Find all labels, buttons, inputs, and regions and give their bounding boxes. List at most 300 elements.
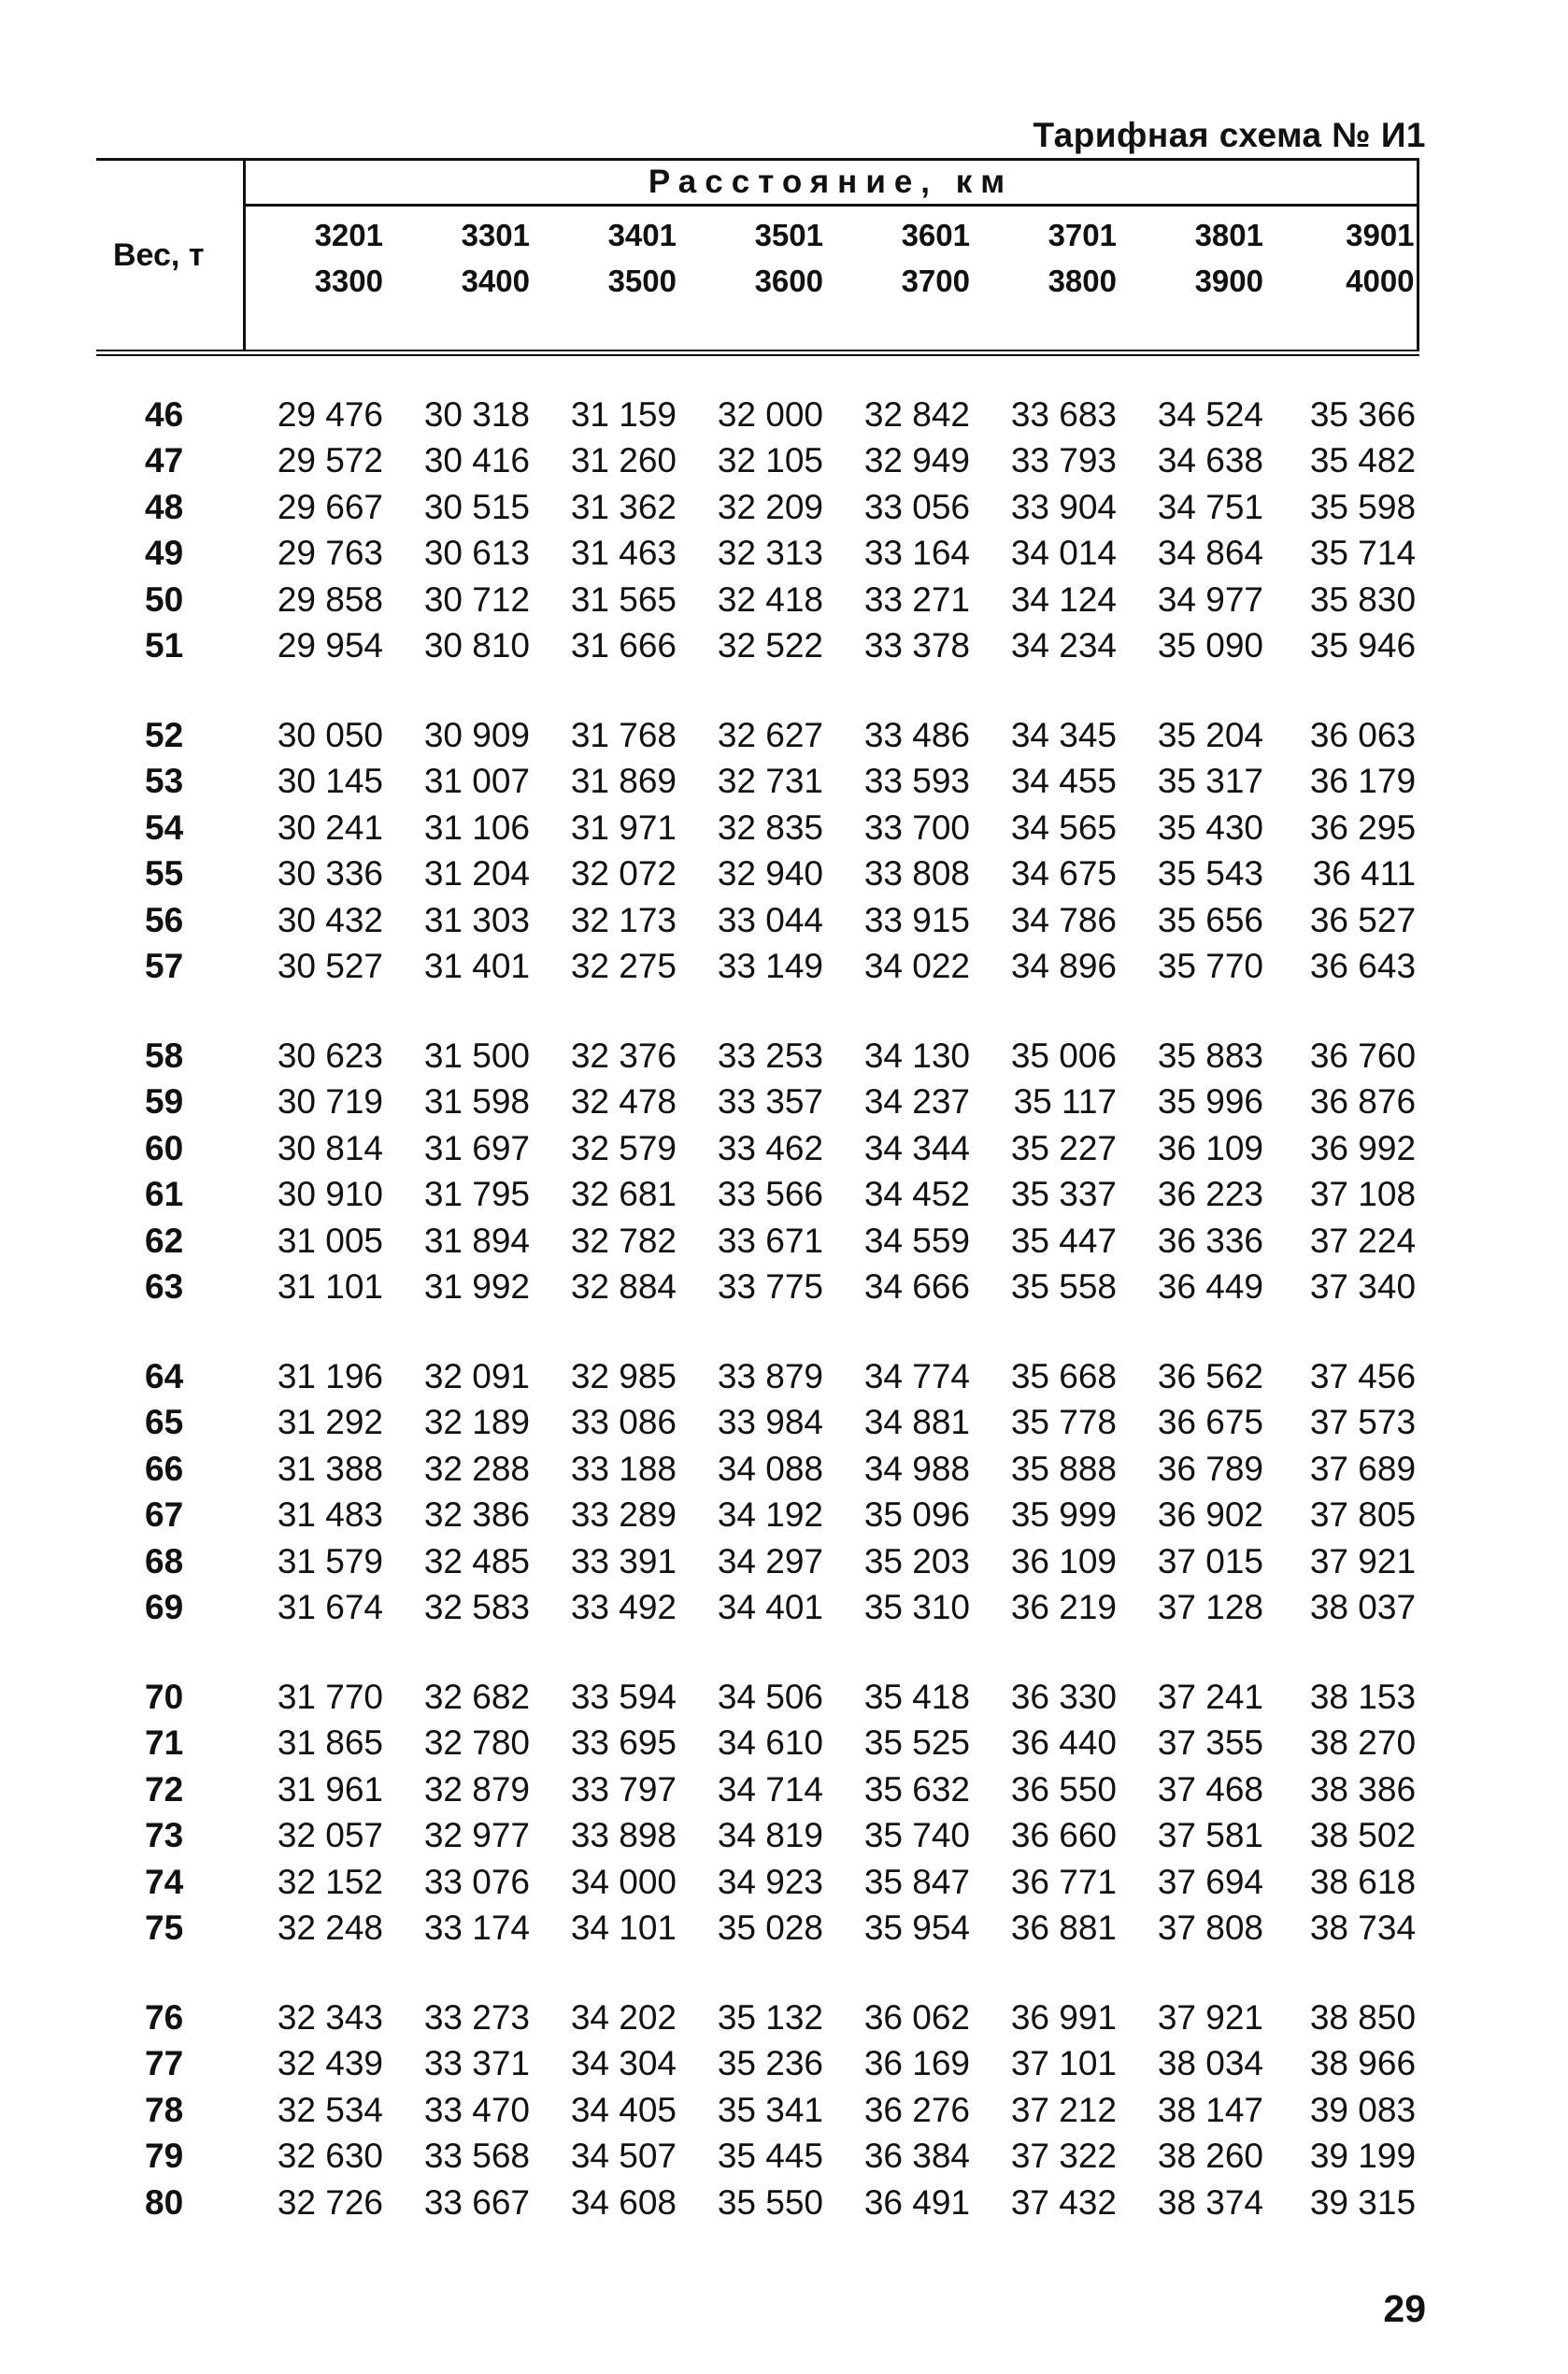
tariff-value-cell: 34 000	[570, 1862, 677, 1901]
tariff-value-cell: 34 507	[570, 2137, 677, 2176]
tariff-value-cell: 37 921	[1157, 1997, 1263, 2037]
table-row	[96, 897, 1418, 944]
tariff-value-cell: 31 106	[423, 808, 530, 847]
tariff-value-cell: 32 439	[277, 2044, 383, 2083]
tariff-value-cell: 36 109	[1010, 1541, 1117, 1580]
tariff-value-cell: 33 273	[423, 1997, 530, 2037]
tariff-value-cell: 35 668	[1010, 1356, 1117, 1395]
tariff-value-cell: 30 515	[423, 487, 530, 526]
tariff-value-cell: 33 164	[863, 534, 970, 573]
table-row	[96, 438, 1418, 485]
weight-cell: 54	[145, 808, 184, 847]
tariff-value-cell: 34 234	[1010, 626, 1117, 665]
tariff-value-cell: 32 977	[423, 1816, 530, 1855]
tariff-value-cell: 32 630	[277, 2137, 383, 2176]
table-row	[96, 1033, 1418, 1080]
tariff-value-cell: 34 896	[1010, 947, 1117, 986]
tariff-value-cell: 38 502	[1309, 1816, 1417, 1855]
table-row	[96, 1721, 1418, 1767]
tariff-value-cell: 36 991	[1010, 1997, 1117, 2037]
tariff-value-cell: 35 632	[863, 1769, 970, 1809]
tariff-value-cell: 32 583	[423, 1588, 530, 1627]
table-row	[96, 805, 1418, 851]
tariff-value-cell: 35 830	[1309, 579, 1417, 619]
tariff-value-cell: 38 850	[1309, 1997, 1417, 2037]
tariff-value-cell: 33 174	[423, 1909, 530, 1948]
tariff-value-cell: 33 568	[423, 2137, 530, 2176]
tariff-value-cell: 32 288	[423, 1449, 530, 1488]
tariff-value-cell: 30 910	[277, 1175, 383, 1214]
tariff-value-cell: 32 522	[717, 626, 823, 665]
weight-cell: 75	[145, 1909, 184, 1948]
tariff-value-cell: 35 778	[1010, 1403, 1117, 1442]
tariff-value-cell: 29 476	[277, 394, 383, 434]
tariff-value-cell: 32 209	[717, 487, 823, 526]
tariff-value-cell: 31 005	[277, 1221, 383, 1260]
tariff-value-cell: 35 430	[1157, 808, 1263, 847]
tariff-value-cell: 34 192	[717, 1495, 823, 1535]
tariff-value-cell: 33 492	[570, 1588, 677, 1627]
tariff-value-cell: 36 330	[1010, 1677, 1117, 1716]
table-row	[96, 1766, 1418, 1813]
tariff-value-cell: 39 315	[1309, 2182, 1417, 2222]
weight-cell: 78	[145, 2090, 184, 2129]
tariff-value-cell: 31 666	[570, 626, 677, 665]
range-from: 3601	[901, 218, 970, 252]
tariff-value-cell: 31 598	[423, 1082, 530, 1122]
tariff-value-cell: 29 763	[277, 534, 383, 573]
tariff-value-cell: 32 091	[423, 1356, 530, 1395]
tariff-value-cell: 34 455	[1010, 762, 1117, 801]
tariff-value-cell: 33 700	[863, 808, 970, 847]
table-row	[96, 1538, 1418, 1585]
table-row	[96, 1353, 1418, 1400]
tariff-value-cell: 33 486	[863, 715, 970, 754]
tariff-value-cell: 34 524	[1157, 394, 1263, 434]
tariff-value-cell: 33 371	[423, 2044, 530, 2083]
tariff-value-cell: 33 378	[863, 626, 970, 665]
tariff-value-cell: 35 888	[1010, 1449, 1117, 1488]
tariff-value-cell: 35 656	[1157, 900, 1263, 939]
tariff-value-cell: 37 101	[1010, 2044, 1117, 2083]
tariff-value-cell: 35 770	[1157, 947, 1263, 986]
page-number: 29	[1383, 2287, 1426, 2330]
tariff-value-cell: 31 565	[570, 579, 677, 619]
tariff-value-cell: 36 675	[1157, 1403, 1263, 1442]
tariff-value-cell: 34 559	[863, 1221, 970, 1260]
distance-range-header	[1124, 206, 1271, 353]
tariff-value-cell: 38 153	[1309, 1677, 1417, 1716]
tariff-value-cell: 31 101	[277, 1267, 383, 1307]
tariff-value-cell: 35 946	[1309, 626, 1417, 665]
tariff-value-cell: 34 864	[1157, 534, 1263, 573]
tariff-value-cell: 32 376	[570, 1036, 677, 1075]
tariff-value-cell: 32 949	[863, 441, 970, 480]
weight-cell: 48	[145, 487, 184, 526]
table-row	[96, 2087, 1418, 2134]
tariff-value-cell: 32 173	[570, 900, 677, 939]
tariff-value-cell: 36 660	[1010, 1816, 1117, 1855]
tariff-value-cell: 32 940	[717, 854, 823, 894]
weight-cell: 51	[145, 626, 184, 665]
tariff-value-cell: 34 124	[1010, 579, 1117, 619]
tariff-value-cell: 33 188	[570, 1449, 677, 1488]
tariff-value-cell: 36 063	[1309, 715, 1417, 754]
tariff-value-cell: 30 336	[277, 854, 383, 894]
distance-range-header	[977, 206, 1124, 353]
weight-cell: 80	[145, 2182, 184, 2222]
range-to: 3900	[1194, 264, 1263, 298]
tariff-value-cell: 31 007	[423, 762, 530, 801]
distance-range-header	[684, 206, 831, 353]
tariff-value-cell: 36 223	[1157, 1175, 1263, 1214]
tariff-value-cell: 32 248	[277, 1909, 383, 1948]
table-row	[96, 2180, 1418, 2226]
tariff-value-cell: 37 581	[1157, 1816, 1263, 1855]
weight-cell: 73	[145, 1816, 184, 1855]
tariff-value-cell: 34 881	[863, 1403, 970, 1442]
tariff-value-cell: 36 992	[1309, 1128, 1417, 1167]
table-row	[96, 484, 1418, 531]
tariff-value-cell: 35 482	[1309, 441, 1417, 480]
tariff-value-cell: 32 985	[570, 1356, 677, 1395]
tariff-value-cell: 37 921	[1309, 1541, 1417, 1580]
range-from: 3501	[754, 218, 823, 252]
tariff-value-cell: 35 317	[1157, 762, 1263, 801]
tariff-value-cell: 35 558	[1010, 1267, 1117, 1307]
table-row	[96, 1813, 1418, 1860]
tariff-value-cell: 33 898	[570, 1816, 677, 1855]
tariff-value-cell: 36 643	[1309, 947, 1417, 986]
tariff-value-cell: 31 388	[277, 1449, 383, 1488]
tariff-value-cell: 34 202	[570, 1997, 677, 2037]
tariff-value-cell: 33 056	[863, 487, 970, 526]
table-row	[96, 531, 1418, 578]
tariff-value-cell: 32 386	[423, 1495, 530, 1535]
weight-cell: 52	[145, 715, 184, 754]
tariff-value-cell: 34 638	[1157, 441, 1263, 480]
tariff-value-cell: 31 204	[423, 854, 530, 894]
distance-ranges-row	[96, 206, 1418, 353]
tariff-value-cell: 32 343	[277, 1997, 383, 2037]
tariff-value-cell: 35 447	[1010, 1221, 1117, 1260]
tariff-value-cell: 35 550	[717, 2182, 823, 2222]
weight-cell: 57	[145, 947, 184, 986]
tariff-value-cell: 35 203	[863, 1541, 970, 1580]
tariff-value-cell: 32 884	[570, 1267, 677, 1307]
tariff-value-cell: 35 227	[1010, 1128, 1117, 1167]
tariff-value-cell: 29 667	[277, 487, 383, 526]
tariff-value-cell: 31 292	[277, 1403, 383, 1442]
weight-cell: 58	[145, 1036, 184, 1075]
range-from: 3701	[1048, 218, 1117, 252]
tariff-value-cell: 34 405	[570, 2090, 677, 2129]
tariff-value-cell: 31 463	[570, 534, 677, 573]
tariff-value-cell: 32 418	[717, 579, 823, 619]
range-from: 3801	[1194, 218, 1263, 252]
tariff-value-cell: 33 289	[570, 1495, 677, 1535]
tariff-value-cell: 33 044	[717, 900, 823, 939]
table-row	[96, 2134, 1418, 2181]
range-to: 3500	[607, 264, 677, 298]
tariff-value-cell: 31 260	[570, 441, 677, 480]
tariff-value-cell: 34 988	[863, 1449, 970, 1488]
tariff-value-cell: 32 726	[277, 2182, 383, 2222]
tariff-value-cell: 36 276	[863, 2090, 970, 2129]
table-row	[96, 1995, 1418, 2041]
table-row	[96, 851, 1418, 898]
range-from: 3401	[607, 218, 677, 252]
table-row	[96, 1265, 1418, 1311]
tariff-value-cell: 39 083	[1309, 2090, 1417, 2129]
tariff-value-cell: 34 088	[717, 1449, 823, 1488]
tariff-value-cell: 30 719	[277, 1082, 383, 1122]
tariff-value-cell: 36 881	[1010, 1909, 1117, 1948]
tariff-value-cell: 30 814	[277, 1128, 383, 1167]
tariff-value-cell: 33 797	[570, 1769, 677, 1809]
tariff-value-cell: 32 782	[570, 1221, 677, 1260]
group-spacer	[96, 1310, 1418, 1353]
group-spacer	[96, 669, 1418, 712]
tariff-value-cell: 31 362	[570, 487, 677, 526]
tariff-value-cell: 30 810	[423, 626, 530, 665]
tariff-value-cell: 32 478	[570, 1082, 677, 1122]
tariff-value-cell: 34 304	[570, 2044, 677, 2083]
tariff-value-cell: 35 341	[717, 2090, 823, 2129]
tariff-value-cell: 30 909	[423, 715, 530, 754]
tariff-value-cell: 34 237	[863, 1082, 970, 1122]
tariff-value-cell: 34 297	[717, 1541, 823, 1580]
table-header	[96, 160, 1418, 353]
weight-cell: 68	[145, 1541, 184, 1580]
tariff-value-cell: 38 270	[1309, 1723, 1417, 1763]
tariff-value-cell: 33 671	[717, 1221, 823, 1260]
tariff-value-cell: 31 795	[423, 1175, 530, 1214]
tariff-value-cell: 32 072	[570, 854, 677, 894]
table-row	[96, 1493, 1418, 1539]
tariff-value-cell: 35 714	[1309, 534, 1417, 573]
weight-cell: 55	[145, 854, 184, 894]
tariff-value-cell: 30 432	[277, 900, 383, 939]
distance-range-header	[537, 206, 684, 353]
tariff-value-cell: 33 775	[717, 1267, 823, 1307]
tariff-value-cell: 37 340	[1309, 1267, 1417, 1307]
tariff-value-cell: 31 674	[277, 1588, 383, 1627]
group-spacer	[96, 1952, 1418, 1995]
tariff-value-cell: 33 076	[423, 1862, 530, 1901]
tariff-value-cell: 32 105	[717, 441, 823, 480]
tariff-value-cell: 34 344	[863, 1128, 970, 1167]
table-row	[96, 1585, 1418, 1632]
weight-cell: 50	[145, 579, 184, 619]
tariff-value-cell: 32 275	[570, 947, 677, 986]
tariff-value-cell: 30 050	[277, 715, 383, 754]
tariff-value-cell: 36 491	[863, 2182, 970, 2222]
tariff-value-cell: 35 883	[1157, 1036, 1263, 1075]
tariff-value-cell: 36 902	[1157, 1495, 1263, 1535]
table-row	[96, 712, 1418, 759]
tariff-value-cell: 35 236	[717, 2044, 823, 2083]
tariff-value-cell: 37 355	[1157, 1723, 1263, 1763]
tariff-value-cell: 32 000	[717, 394, 823, 434]
tariff-value-cell: 35 954	[863, 1909, 970, 1948]
table-row	[96, 2041, 1418, 2088]
tariff-value-cell: 34 786	[1010, 900, 1117, 939]
table-row	[96, 577, 1418, 623]
tariff-value-cell: 32 152	[277, 1862, 383, 1901]
tariff-value-cell: 36 336	[1157, 1221, 1263, 1260]
distance-column-header: Расстояние, км	[244, 160, 1418, 206]
weight-cell: 63	[145, 1267, 184, 1307]
weight-cell: 77	[145, 2044, 184, 2083]
tariff-value-cell: 35 096	[863, 1495, 970, 1535]
tariff-value-cell: 29 954	[277, 626, 383, 665]
weight-cell: 66	[145, 1449, 184, 1488]
tariff-value-cell: 35 006	[1010, 1036, 1117, 1075]
tariff-value-cell: 37 108	[1309, 1175, 1417, 1214]
tariff-value-cell: 34 923	[717, 1862, 823, 1901]
tariff-value-cell: 32 057	[277, 1816, 383, 1855]
tariff-value-cell: 35 366	[1309, 394, 1417, 434]
tariff-value-cell: 38 618	[1309, 1862, 1417, 1901]
weight-cell: 56	[145, 900, 184, 939]
tariff-value-cell: 36 876	[1309, 1082, 1417, 1122]
tariff-value-cell: 35 598	[1309, 487, 1417, 526]
table-row	[96, 1859, 1418, 1906]
tariff-value-cell: 34 452	[863, 1175, 970, 1214]
range-to: 3300	[314, 264, 383, 298]
tariff-value-cell: 30 527	[277, 947, 383, 986]
weight-cell: 60	[145, 1128, 184, 1167]
tariff-value-cell: 36 550	[1010, 1769, 1117, 1809]
tariff-value-cell: 34 130	[863, 1036, 970, 1075]
tariff-value-cell: 35 543	[1157, 854, 1263, 894]
table-row	[96, 1906, 1418, 1952]
range-to: 3800	[1048, 264, 1117, 298]
tariff-value-cell: 34 401	[717, 1588, 823, 1627]
tariff-value-cell: 32 780	[423, 1723, 530, 1763]
tariff-value-cell: 39 199	[1309, 2137, 1417, 2176]
table-row	[96, 392, 1418, 438]
tariff-value-cell: 36 771	[1010, 1862, 1117, 1901]
tariff-value-cell: 32 835	[717, 808, 823, 847]
tariff-value-cell: 34 675	[1010, 854, 1117, 894]
weight-cell: 61	[145, 1175, 184, 1214]
tariff-value-cell: 33 253	[717, 1036, 823, 1075]
tariff-table-container	[96, 158, 1418, 2226]
tariff-value-cell: 37 808	[1157, 1909, 1263, 1948]
tariff-value-cell: 35 996	[1157, 1082, 1263, 1122]
table-row	[96, 623, 1418, 670]
weight-cell: 69	[145, 1588, 184, 1627]
tariff-value-cell: 36 760	[1309, 1036, 1417, 1075]
tariff-value-cell: 31 971	[570, 808, 677, 847]
distance-range-header	[391, 206, 537, 353]
tariff-value-cell: 31 303	[423, 900, 530, 939]
tariff-value-cell: 35 740	[863, 1816, 970, 1855]
tariff-value-cell: 31 770	[277, 1677, 383, 1716]
tariff-value-cell: 33 149	[717, 947, 823, 986]
tariff-value-cell: 32 731	[717, 762, 823, 801]
tariff-value-cell: 35 337	[1010, 1175, 1117, 1214]
tariff-value-cell: 33 594	[570, 1677, 677, 1716]
tariff-value-cell: 34 819	[717, 1816, 823, 1855]
tariff-value-cell: 35 445	[717, 2137, 823, 2176]
table-row	[96, 1446, 1418, 1493]
weight-cell: 49	[145, 534, 184, 573]
tariff-value-cell: 35 117	[1013, 1082, 1117, 1122]
tariff-value-cell: 33 593	[863, 762, 970, 801]
tariff-value-cell: 37 689	[1309, 1449, 1417, 1488]
tariff-value-cell: 32 879	[423, 1769, 530, 1809]
tariff-value-cell: 36 169	[863, 2044, 970, 2083]
tariff-value-cell: 30 712	[423, 579, 530, 619]
tariff-value-cell: 34 014	[1010, 534, 1117, 573]
tariff-value-cell: 37 322	[1010, 2137, 1117, 2176]
tariff-value-cell: 34 345	[1010, 715, 1117, 754]
range-to: 3400	[461, 264, 530, 298]
tariff-value-cell: 34 101	[570, 1909, 677, 1948]
tariff-value-cell: 33 086	[570, 1403, 677, 1442]
tariff-value-cell: 38 734	[1309, 1909, 1417, 1948]
tariff-value-cell: 32 842	[863, 394, 970, 434]
tariff-value-cell: 31 196	[277, 1356, 383, 1395]
tariff-value-cell: 35 090	[1157, 626, 1263, 665]
tariff-value-cell: 32 682	[423, 1677, 530, 1716]
tariff-value-cell: 34 774	[863, 1356, 970, 1395]
tariff-value-cell: 37 015	[1157, 1541, 1263, 1580]
tariff-value-cell: 34 666	[863, 1267, 970, 1307]
tariff-value-cell: 36 411	[1312, 854, 1417, 894]
distance-range-header	[244, 206, 391, 353]
tariff-value-cell: 30 241	[277, 808, 383, 847]
tariff-value-cell: 36 562	[1157, 1356, 1263, 1395]
weight-cell: 70	[145, 1677, 184, 1716]
tariff-value-cell: 38 386	[1309, 1769, 1417, 1809]
range-to: 3600	[754, 264, 823, 298]
tariff-value-cell: 34 751	[1157, 487, 1263, 526]
tariff-value-cell: 33 915	[863, 900, 970, 939]
tariff-value-cell: 32 681	[570, 1175, 677, 1214]
tariff-value-cell: 31 869	[570, 762, 677, 801]
tariff-value-cell: 35 847	[863, 1862, 970, 1901]
tariff-value-cell: 36 295	[1309, 808, 1417, 847]
tariff-value-cell: 33 683	[1010, 394, 1117, 434]
tariff-value-cell: 33 904	[1010, 487, 1117, 526]
tariff-value-cell: 37 468	[1157, 1769, 1263, 1809]
tariff-value-cell: 34 022	[863, 947, 970, 986]
tariff-value-cell: 38 260	[1157, 2137, 1263, 2176]
tariff-value-cell: 32 579	[570, 1128, 677, 1167]
weight-cell: 71	[145, 1723, 184, 1763]
weight-cell: 47	[145, 441, 184, 480]
tariff-value-cell: 36 179	[1309, 762, 1417, 801]
weight-column-header: Вес, т	[96, 160, 244, 353]
tariff-value-cell: 30 145	[277, 762, 383, 801]
tariff-value-cell: 30 318	[423, 394, 530, 434]
tariff-value-cell: 32 313	[717, 534, 823, 573]
weight-cell: 79	[145, 2137, 184, 2176]
tariff-value-cell: 32 189	[423, 1403, 530, 1442]
tariff-value-cell: 33 667	[423, 2182, 530, 2222]
tariff-value-cell: 34 565	[1010, 808, 1117, 847]
tariff-value-cell: 35 132	[717, 1997, 823, 2037]
tariff-value-cell: 33 984	[717, 1403, 823, 1442]
tariff-value-cell: 36 449	[1157, 1267, 1263, 1307]
tariff-value-cell: 35 028	[717, 1909, 823, 1948]
tariff-value-cell: 37 456	[1309, 1356, 1417, 1395]
tariff-value-cell: 30 613	[423, 534, 530, 573]
